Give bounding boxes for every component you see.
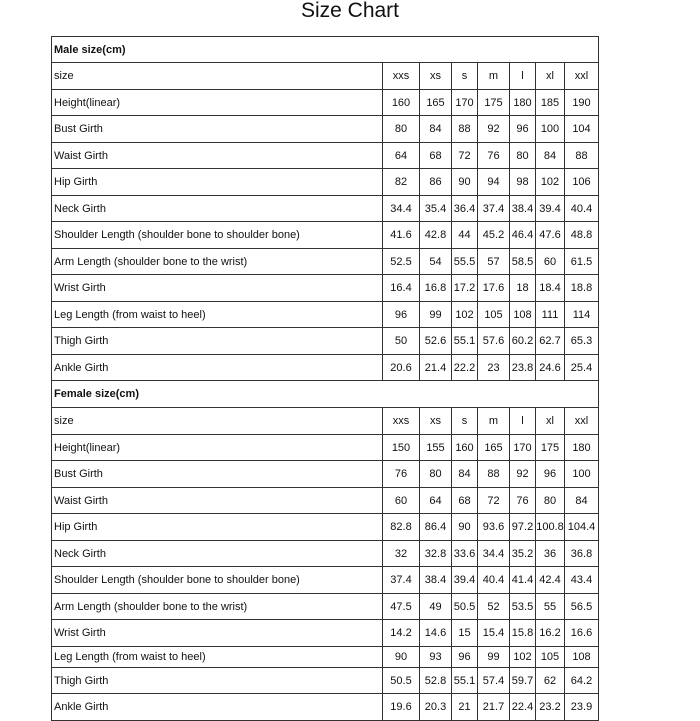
measurement-value: 64.2 <box>565 668 599 694</box>
measurement-value: 47.6 <box>536 222 565 249</box>
table-row <box>52 594 599 620</box>
measurement-value: 105 <box>536 647 565 668</box>
measurement-value: 60.2 <box>510 328 536 355</box>
table-row <box>52 328 599 355</box>
measurement-value: 104 <box>565 116 599 143</box>
measurement-value: 93 <box>420 647 452 668</box>
measurement-label: Shoulder Length (shoulder bone to shoulder bone) <box>52 567 383 594</box>
measurement-value: 72 <box>478 488 510 514</box>
measurement-value: 37.4 <box>478 196 510 222</box>
measurement-value: 96 <box>510 116 536 143</box>
measurement-label: Ankle Girth <box>52 694 383 721</box>
measurement-value: 36 <box>536 541 565 567</box>
measurement-value: 23.9 <box>565 694 599 721</box>
measurement-value: 96 <box>383 302 420 328</box>
measurement-value: 24.6 <box>536 355 565 381</box>
measurement-value: 14.2 <box>383 620 420 647</box>
size-chart-table <box>51 36 599 721</box>
column-header-xl: xl <box>536 408 565 435</box>
measurement-value: 47.5 <box>383 594 420 620</box>
measurement-value: 34.4 <box>383 196 420 222</box>
measurement-value: 100 <box>565 461 599 488</box>
table-row <box>52 694 599 721</box>
measurement-value: 36.4 <box>452 196 478 222</box>
measurement-value: 20.3 <box>420 694 452 721</box>
measurement-value: 17.6 <box>478 275 510 302</box>
measurement-value: 100 <box>536 116 565 143</box>
measurement-label: Thigh Girth <box>52 328 383 355</box>
column-header-m: m <box>478 63 510 90</box>
measurement-label: Bust Girth <box>52 116 383 143</box>
measurement-value: 98 <box>510 169 536 196</box>
measurement-value: 34.4 <box>478 541 510 567</box>
measurement-value: 15.4 <box>478 620 510 647</box>
measurement-value: 76 <box>510 488 536 514</box>
measurement-value: 52.5 <box>383 249 420 275</box>
column-header-xxs: xxs <box>383 63 420 90</box>
measurement-value: 165 <box>420 90 452 116</box>
measurement-value: 62 <box>536 668 565 694</box>
measurement-value: 42.8 <box>420 222 452 249</box>
measurement-value: 88 <box>565 143 599 169</box>
measurement-value: 84 <box>452 461 478 488</box>
measurement-value: 15 <box>452 620 478 647</box>
measurement-value: 55.1 <box>452 668 478 694</box>
column-header-m: m <box>478 408 510 435</box>
measurement-value: 41.6 <box>383 222 420 249</box>
table-row <box>52 143 599 169</box>
measurement-label: Wrist Girth <box>52 620 383 647</box>
measurement-value: 18.4 <box>536 275 565 302</box>
measurement-label: Thigh Girth <box>52 668 383 694</box>
measurement-value: 76 <box>383 461 420 488</box>
measurement-value: 82 <box>383 169 420 196</box>
measurement-value: 49 <box>420 594 452 620</box>
measurement-value: 41.4 <box>510 567 536 594</box>
measurement-value: 40.4 <box>478 567 510 594</box>
measurement-value: 18.8 <box>565 275 599 302</box>
measurement-value: 33.6 <box>452 541 478 567</box>
measurement-label: Ankle Girth <box>52 355 383 381</box>
measurement-value: 50.5 <box>452 594 478 620</box>
measurement-value: 21 <box>452 694 478 721</box>
measurement-value: 175 <box>478 90 510 116</box>
table-row <box>52 222 599 249</box>
measurement-value: 54 <box>420 249 452 275</box>
measurement-value: 84 <box>565 488 599 514</box>
measurement-value: 108 <box>565 647 599 668</box>
measurement-value: 92 <box>478 116 510 143</box>
measurement-value: 97.2 <box>510 514 536 541</box>
table-row <box>52 90 599 116</box>
measurement-value: 32 <box>383 541 420 567</box>
table-row <box>52 435 599 461</box>
female-section-heading: Female size(cm) <box>52 381 599 408</box>
measurement-label: Shoulder Length (shoulder bone to shoulder bone) <box>52 222 383 249</box>
female-column-header-row <box>52 408 599 435</box>
measurement-value: 23.2 <box>536 694 565 721</box>
measurement-value: 56.5 <box>565 594 599 620</box>
measurement-value: 82.8 <box>383 514 420 541</box>
measurement-label: Wrist Girth <box>52 275 383 302</box>
measurement-value: 35.2 <box>510 541 536 567</box>
female-section-header <box>52 381 599 408</box>
measurement-label: Height(linear) <box>52 90 383 116</box>
measurement-value: 88 <box>452 116 478 143</box>
table-row <box>52 620 599 647</box>
measurement-value: 62.7 <box>536 328 565 355</box>
measurement-value: 35.4 <box>420 196 452 222</box>
measurement-value: 44 <box>452 222 478 249</box>
measurement-value: 94 <box>478 169 510 196</box>
column-header-l: l <box>510 63 536 90</box>
measurement-value: 84 <box>420 116 452 143</box>
measurement-value: 60 <box>383 488 420 514</box>
table-row <box>52 567 599 594</box>
measurement-label: Height(linear) <box>52 435 383 461</box>
measurement-value: 45.2 <box>478 222 510 249</box>
measurement-value: 150 <box>383 435 420 461</box>
table-row <box>52 196 599 222</box>
measurement-value: 185 <box>536 90 565 116</box>
measurement-value: 17.2 <box>452 275 478 302</box>
measurement-value: 16.8 <box>420 275 452 302</box>
measurement-value: 65.3 <box>565 328 599 355</box>
measurement-label: Bust Girth <box>52 461 383 488</box>
measurement-value: 96 <box>536 461 565 488</box>
measurement-value: 32.8 <box>420 541 452 567</box>
measurement-value: 20.6 <box>383 355 420 381</box>
measurement-value: 111 <box>536 302 565 328</box>
measurement-value: 102 <box>452 302 478 328</box>
measurement-value: 99 <box>478 647 510 668</box>
measurement-value: 52 <box>478 594 510 620</box>
measurement-value: 14.6 <box>420 620 452 647</box>
measurement-value: 88 <box>478 461 510 488</box>
column-header-xl: xl <box>536 63 565 90</box>
column-header-xs: xs <box>420 63 452 90</box>
measurement-value: 170 <box>510 435 536 461</box>
table-row <box>52 355 599 381</box>
column-header-xxs: xxs <box>383 408 420 435</box>
measurement-value: 46.4 <box>510 222 536 249</box>
measurement-value: 80 <box>510 143 536 169</box>
column-header-size: size <box>52 408 383 435</box>
measurement-value: 16.2 <box>536 620 565 647</box>
table-row <box>52 249 599 275</box>
measurement-value: 105 <box>478 302 510 328</box>
measurement-value: 36.8 <box>565 541 599 567</box>
table-row <box>52 275 599 302</box>
measurement-value: 86 <box>420 169 452 196</box>
male-column-header-row <box>52 63 599 90</box>
measurement-label: Leg Length (from waist to heel) <box>52 302 383 328</box>
measurement-value: 61.5 <box>565 249 599 275</box>
measurement-value: 90 <box>452 169 478 196</box>
table-row <box>52 302 599 328</box>
measurement-value: 68 <box>452 488 478 514</box>
column-header-s: s <box>452 63 478 90</box>
measurement-value: 160 <box>452 435 478 461</box>
measurement-value: 57.4 <box>478 668 510 694</box>
measurement-value: 55.1 <box>452 328 478 355</box>
table-row <box>52 116 599 143</box>
page-title: Size Chart <box>300 0 400 22</box>
measurement-value: 64 <box>383 143 420 169</box>
measurement-value: 76 <box>478 143 510 169</box>
measurement-value: 190 <box>565 90 599 116</box>
measurement-label: Waist Girth <box>52 143 383 169</box>
measurement-value: 102 <box>510 647 536 668</box>
measurement-value: 53.5 <box>510 594 536 620</box>
measurement-value: 100.8 <box>536 514 565 541</box>
measurement-value: 90 <box>383 647 420 668</box>
measurement-value: 42.4 <box>536 567 565 594</box>
measurement-value: 64 <box>420 488 452 514</box>
measurement-value: 84 <box>536 143 565 169</box>
measurement-value: 16.4 <box>383 275 420 302</box>
measurement-value: 39.4 <box>536 196 565 222</box>
table-row <box>52 169 599 196</box>
column-header-xxl: xxl <box>565 63 599 90</box>
measurement-value: 52.8 <box>420 668 452 694</box>
table-row <box>52 541 599 567</box>
measurement-value: 60 <box>536 249 565 275</box>
measurement-value: 80 <box>383 116 420 143</box>
measurement-value: 86.4 <box>420 514 452 541</box>
measurement-value: 104.4 <box>565 514 599 541</box>
measurement-value: 57.6 <box>478 328 510 355</box>
measurement-value: 15.8 <box>510 620 536 647</box>
measurement-value: 18 <box>510 275 536 302</box>
measurement-value: 55.5 <box>452 249 478 275</box>
measurement-value: 21.7 <box>478 694 510 721</box>
measurement-value: 108 <box>510 302 536 328</box>
measurement-value: 93.6 <box>478 514 510 541</box>
measurement-value: 22.2 <box>452 355 478 381</box>
measurement-label: Hip Girth <box>52 169 383 196</box>
measurement-label: Leg Length (from waist to heel) <box>52 647 383 668</box>
measurement-value: 92 <box>510 461 536 488</box>
table-row <box>52 647 599 668</box>
measurement-value: 106 <box>565 169 599 196</box>
measurement-value: 175 <box>536 435 565 461</box>
column-header-xxl: xxl <box>565 408 599 435</box>
measurement-label: Hip Girth <box>52 514 383 541</box>
measurement-value: 114 <box>565 302 599 328</box>
measurement-value: 25.4 <box>565 355 599 381</box>
measurement-value: 155 <box>420 435 452 461</box>
measurement-label: Neck Girth <box>52 541 383 567</box>
measurement-value: 22.4 <box>510 694 536 721</box>
table-row <box>52 668 599 694</box>
measurement-value: 102 <box>536 169 565 196</box>
measurement-value: 50.5 <box>383 668 420 694</box>
male-section-header <box>52 37 599 63</box>
measurement-value: 21.4 <box>420 355 452 381</box>
measurement-value: 96 <box>452 647 478 668</box>
measurement-value: 68 <box>420 143 452 169</box>
column-header-l: l <box>510 408 536 435</box>
measurement-label: Arm Length (shoulder bone to the wrist) <box>52 249 383 275</box>
table-row <box>52 514 599 541</box>
measurement-value: 99 <box>420 302 452 328</box>
measurement-value: 58.5 <box>510 249 536 275</box>
measurement-label: Waist Girth <box>52 488 383 514</box>
measurement-value: 23.8 <box>510 355 536 381</box>
measurement-value: 160 <box>383 90 420 116</box>
measurement-value: 50 <box>383 328 420 355</box>
measurement-value: 16.6 <box>565 620 599 647</box>
measurement-value: 37.4 <box>383 567 420 594</box>
measurement-value: 59.7 <box>510 668 536 694</box>
measurement-value: 80 <box>536 488 565 514</box>
column-header-xs: xs <box>420 408 452 435</box>
measurement-value: 55 <box>536 594 565 620</box>
measurement-value: 90 <box>452 514 478 541</box>
measurement-value: 80 <box>420 461 452 488</box>
column-header-s: s <box>452 408 478 435</box>
measurement-value: 165 <box>478 435 510 461</box>
measurement-value: 170 <box>452 90 478 116</box>
measurement-value: 38.4 <box>510 196 536 222</box>
measurement-label: Neck Girth <box>52 196 383 222</box>
measurement-label: Arm Length (shoulder bone to the wrist) <box>52 594 383 620</box>
measurement-value: 52.6 <box>420 328 452 355</box>
measurement-value: 39.4 <box>452 567 478 594</box>
column-header-size: size <box>52 63 383 90</box>
measurement-value: 38.4 <box>420 567 452 594</box>
measurement-value: 72 <box>452 143 478 169</box>
table-row <box>52 488 599 514</box>
measurement-value: 180 <box>510 90 536 116</box>
measurement-value: 43.4 <box>565 567 599 594</box>
measurement-value: 40.4 <box>565 196 599 222</box>
measurement-value: 180 <box>565 435 599 461</box>
measurement-value: 19.6 <box>383 694 420 721</box>
measurement-value: 57 <box>478 249 510 275</box>
male-section-heading: Male size(cm) <box>52 37 599 63</box>
measurement-value: 23 <box>478 355 510 381</box>
table-row <box>52 461 599 488</box>
measurement-value: 48.8 <box>565 222 599 249</box>
